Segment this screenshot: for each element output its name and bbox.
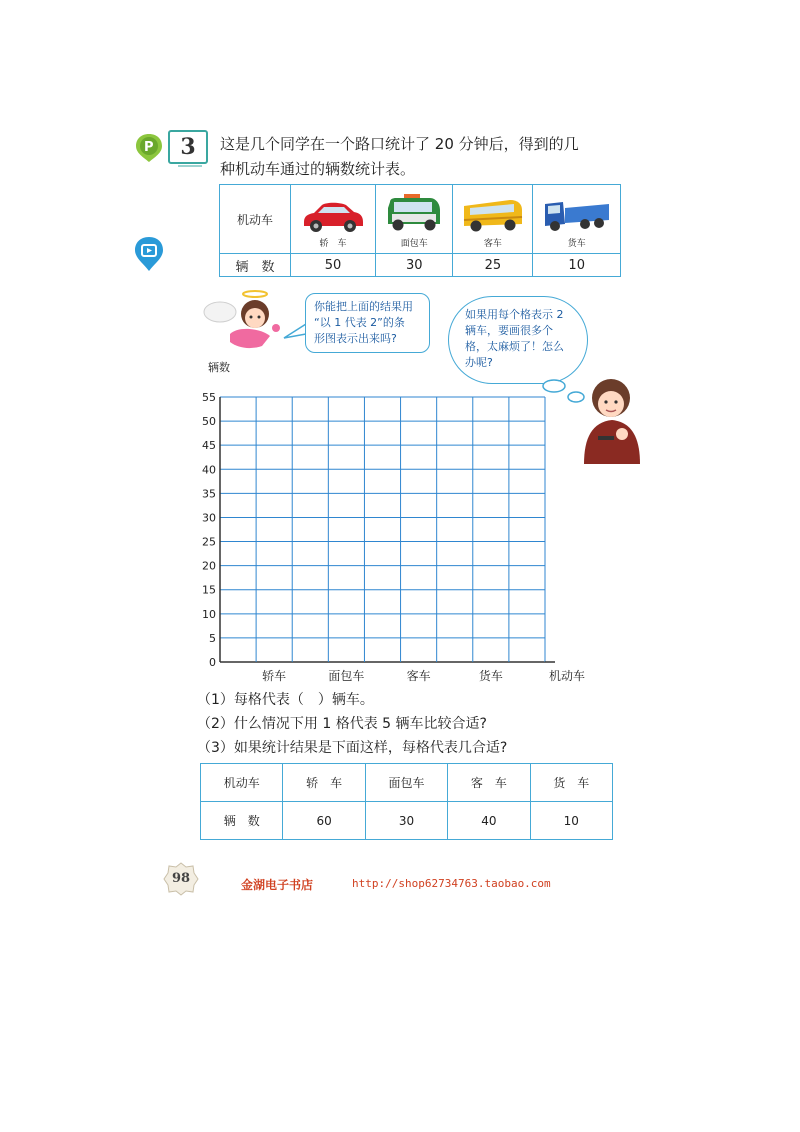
- table2-count-0: 60: [283, 802, 365, 840]
- vehicle-name-minivan: 面包车: [400, 239, 428, 249]
- question-2: （2）什么情况下用 1 格代表 5 辆车比较合适?: [197, 716, 487, 732]
- y-axis-label: 辆数: [208, 361, 230, 374]
- table-header-count: 辆 数: [220, 254, 291, 277]
- y-tick-label: 40: [202, 463, 216, 477]
- page-number: 98: [171, 871, 191, 886]
- y-tick-label: 15: [202, 583, 216, 597]
- boy-bubble-line-2: 辆车，要画很多个: [465, 324, 553, 337]
- y-tick-label: 55: [202, 391, 216, 404]
- table2-header-type: 机动车: [201, 764, 283, 802]
- intro-line-2: 种机动车通过的辆数统计表。: [220, 160, 416, 178]
- table2-header-count: 辆 数: [201, 802, 283, 840]
- vehicle-count-table: [219, 184, 621, 277]
- y-tick-label: 35: [202, 487, 216, 501]
- y-tick-label: 10: [202, 607, 216, 621]
- count-bus: 25: [453, 254, 533, 277]
- y-tick-label: 20: [202, 559, 216, 573]
- y-tick-label: 30: [202, 511, 216, 525]
- vehicle-cell-minivan: [376, 185, 453, 254]
- video-pin-icon[interactable]: [134, 236, 164, 272]
- x-category-label: 轿车: [262, 669, 287, 683]
- y-tick-label: 25: [202, 535, 216, 549]
- vehicle-name-bus: 客车: [483, 239, 502, 249]
- girl-bubble-line-2: “以 1 代表 2”的条: [314, 316, 405, 329]
- count-truck: 10: [533, 254, 621, 277]
- girl-speech-bubble: [305, 293, 430, 353]
- count-car: 50: [291, 254, 376, 277]
- badge-underline-icon: [178, 161, 202, 167]
- footer-url-link[interactable]: http://shop62734763.taobao.com: [352, 877, 551, 890]
- minivan-icon: [384, 194, 444, 234]
- girl-bubble-line-1: 你能把上面的结果用: [314, 300, 413, 313]
- count-minivan: 30: [376, 254, 453, 277]
- boy-bubble-line-1: 如果用每个格表示 2: [465, 308, 564, 321]
- table-header-type: 机动车: [220, 185, 291, 254]
- x-category-label: 货车: [478, 669, 503, 683]
- y-tick-label: 45: [202, 439, 216, 453]
- table2-count-1: 30: [365, 802, 447, 840]
- bus-icon: [462, 196, 524, 234]
- x-axis-label: 机动车: [548, 669, 586, 683]
- problem-number: 3: [180, 134, 196, 160]
- question-1: （1）每格代表（ ）辆车。: [197, 692, 374, 708]
- vehicle-cell-truck: [533, 185, 621, 254]
- truck-icon: [543, 196, 611, 234]
- girl-bubble-line-3: 形图表示出来吗?: [314, 332, 397, 345]
- svg-text:P: P: [144, 140, 154, 155]
- table2-name-2: 客 车: [448, 764, 530, 802]
- empty-bar-chart-grid: [195, 385, 615, 685]
- y-tick-label: 50: [202, 415, 216, 429]
- vehicle-name-car: 轿 车: [319, 239, 347, 249]
- footer-shop-name: 金湖电子书店: [241, 878, 314, 892]
- question-3: （3）如果统计结果是下面这样，每格代表几合适?: [197, 740, 508, 756]
- boy-bubble-line-3: 格，太麻烦了！怎么: [465, 340, 564, 353]
- pencil-badge-icon: [135, 133, 163, 163]
- problem-intro: [220, 132, 620, 182]
- vehicle-cell-bus: [453, 185, 533, 254]
- car-icon: [300, 196, 366, 234]
- angel-girl-illustration: [200, 290, 290, 352]
- x-category-label: 客车: [406, 669, 431, 683]
- table2-name-0: 轿 车: [283, 764, 365, 802]
- y-tick-label: 0: [209, 656, 216, 669]
- vehicle-name-truck: 货车: [567, 239, 586, 249]
- vehicle-cell-car: [291, 185, 376, 254]
- intro-line-1: 这是几个同学在一个路口统计了 20 分钟后，得到的几: [220, 135, 579, 153]
- table2-count-3: 10: [530, 802, 612, 840]
- x-category-label: 面包车: [328, 669, 365, 683]
- second-vehicle-count-table: [200, 763, 613, 840]
- table2-count-2: 40: [448, 802, 530, 840]
- boy-thought-bubble: [448, 296, 588, 384]
- table2-name-3: 货 车: [530, 764, 612, 802]
- problem-number-badge: [168, 130, 208, 164]
- y-tick-label: 5: [209, 631, 216, 645]
- table2-name-1: 面包车: [365, 764, 447, 802]
- boy-bubble-line-4: 办呢?: [465, 356, 493, 369]
